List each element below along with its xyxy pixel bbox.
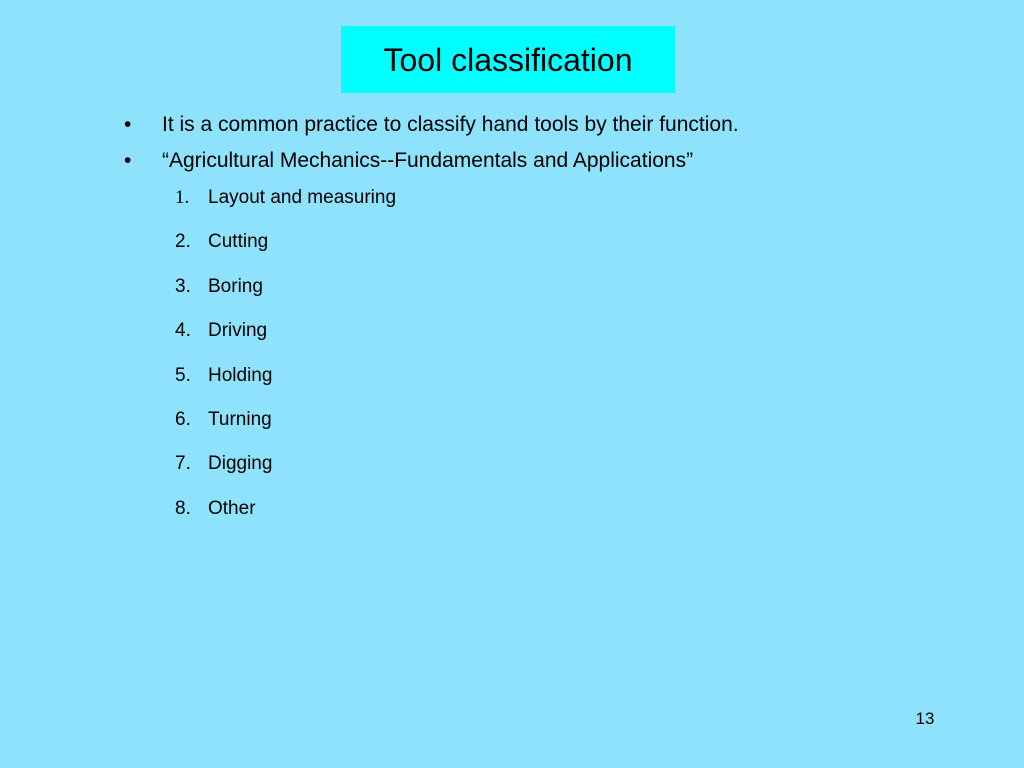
list-label: Driving bbox=[208, 320, 268, 341]
list-item bbox=[175, 276, 263, 298]
list-label: Layout and measuring bbox=[208, 187, 397, 208]
list-item bbox=[175, 453, 272, 475]
list-item bbox=[175, 498, 256, 520]
list-number: 4. bbox=[175, 320, 191, 341]
bullet-icon: • bbox=[124, 113, 132, 136]
list-label: Boring bbox=[208, 276, 263, 297]
list-item bbox=[175, 187, 396, 209]
list-item bbox=[175, 231, 268, 253]
list-item bbox=[175, 320, 267, 342]
page-number: 13 bbox=[915, 709, 935, 728]
list-number: 7. bbox=[175, 453, 191, 474]
list-item bbox=[175, 365, 272, 387]
list-number: 5. bbox=[175, 365, 191, 386]
list-label: Digging bbox=[208, 453, 273, 474]
slide-title: Tool classification bbox=[383, 41, 633, 78]
bullet-text: “Agricultural Mechanics--Fundamentals and Applications” bbox=[162, 149, 694, 172]
bullet-text: It is a common practice to classify hand tools by their function. bbox=[162, 113, 739, 136]
bullet-icon: • bbox=[124, 149, 132, 172]
list-number: 2. bbox=[175, 231, 191, 252]
bullet-item bbox=[124, 113, 739, 137]
list-label: Turning bbox=[208, 409, 272, 430]
list-item bbox=[175, 409, 272, 431]
list-label: Other bbox=[208, 498, 256, 519]
bullet-item bbox=[124, 149, 693, 173]
list-number: 3. bbox=[175, 276, 191, 297]
title-box bbox=[341, 26, 675, 93]
list-label: Cutting bbox=[208, 231, 269, 252]
list-number: 8. bbox=[175, 498, 191, 519]
list-number: 6. bbox=[175, 409, 191, 430]
list-label: Holding bbox=[208, 365, 273, 386]
list-number: 1. bbox=[175, 187, 190, 208]
